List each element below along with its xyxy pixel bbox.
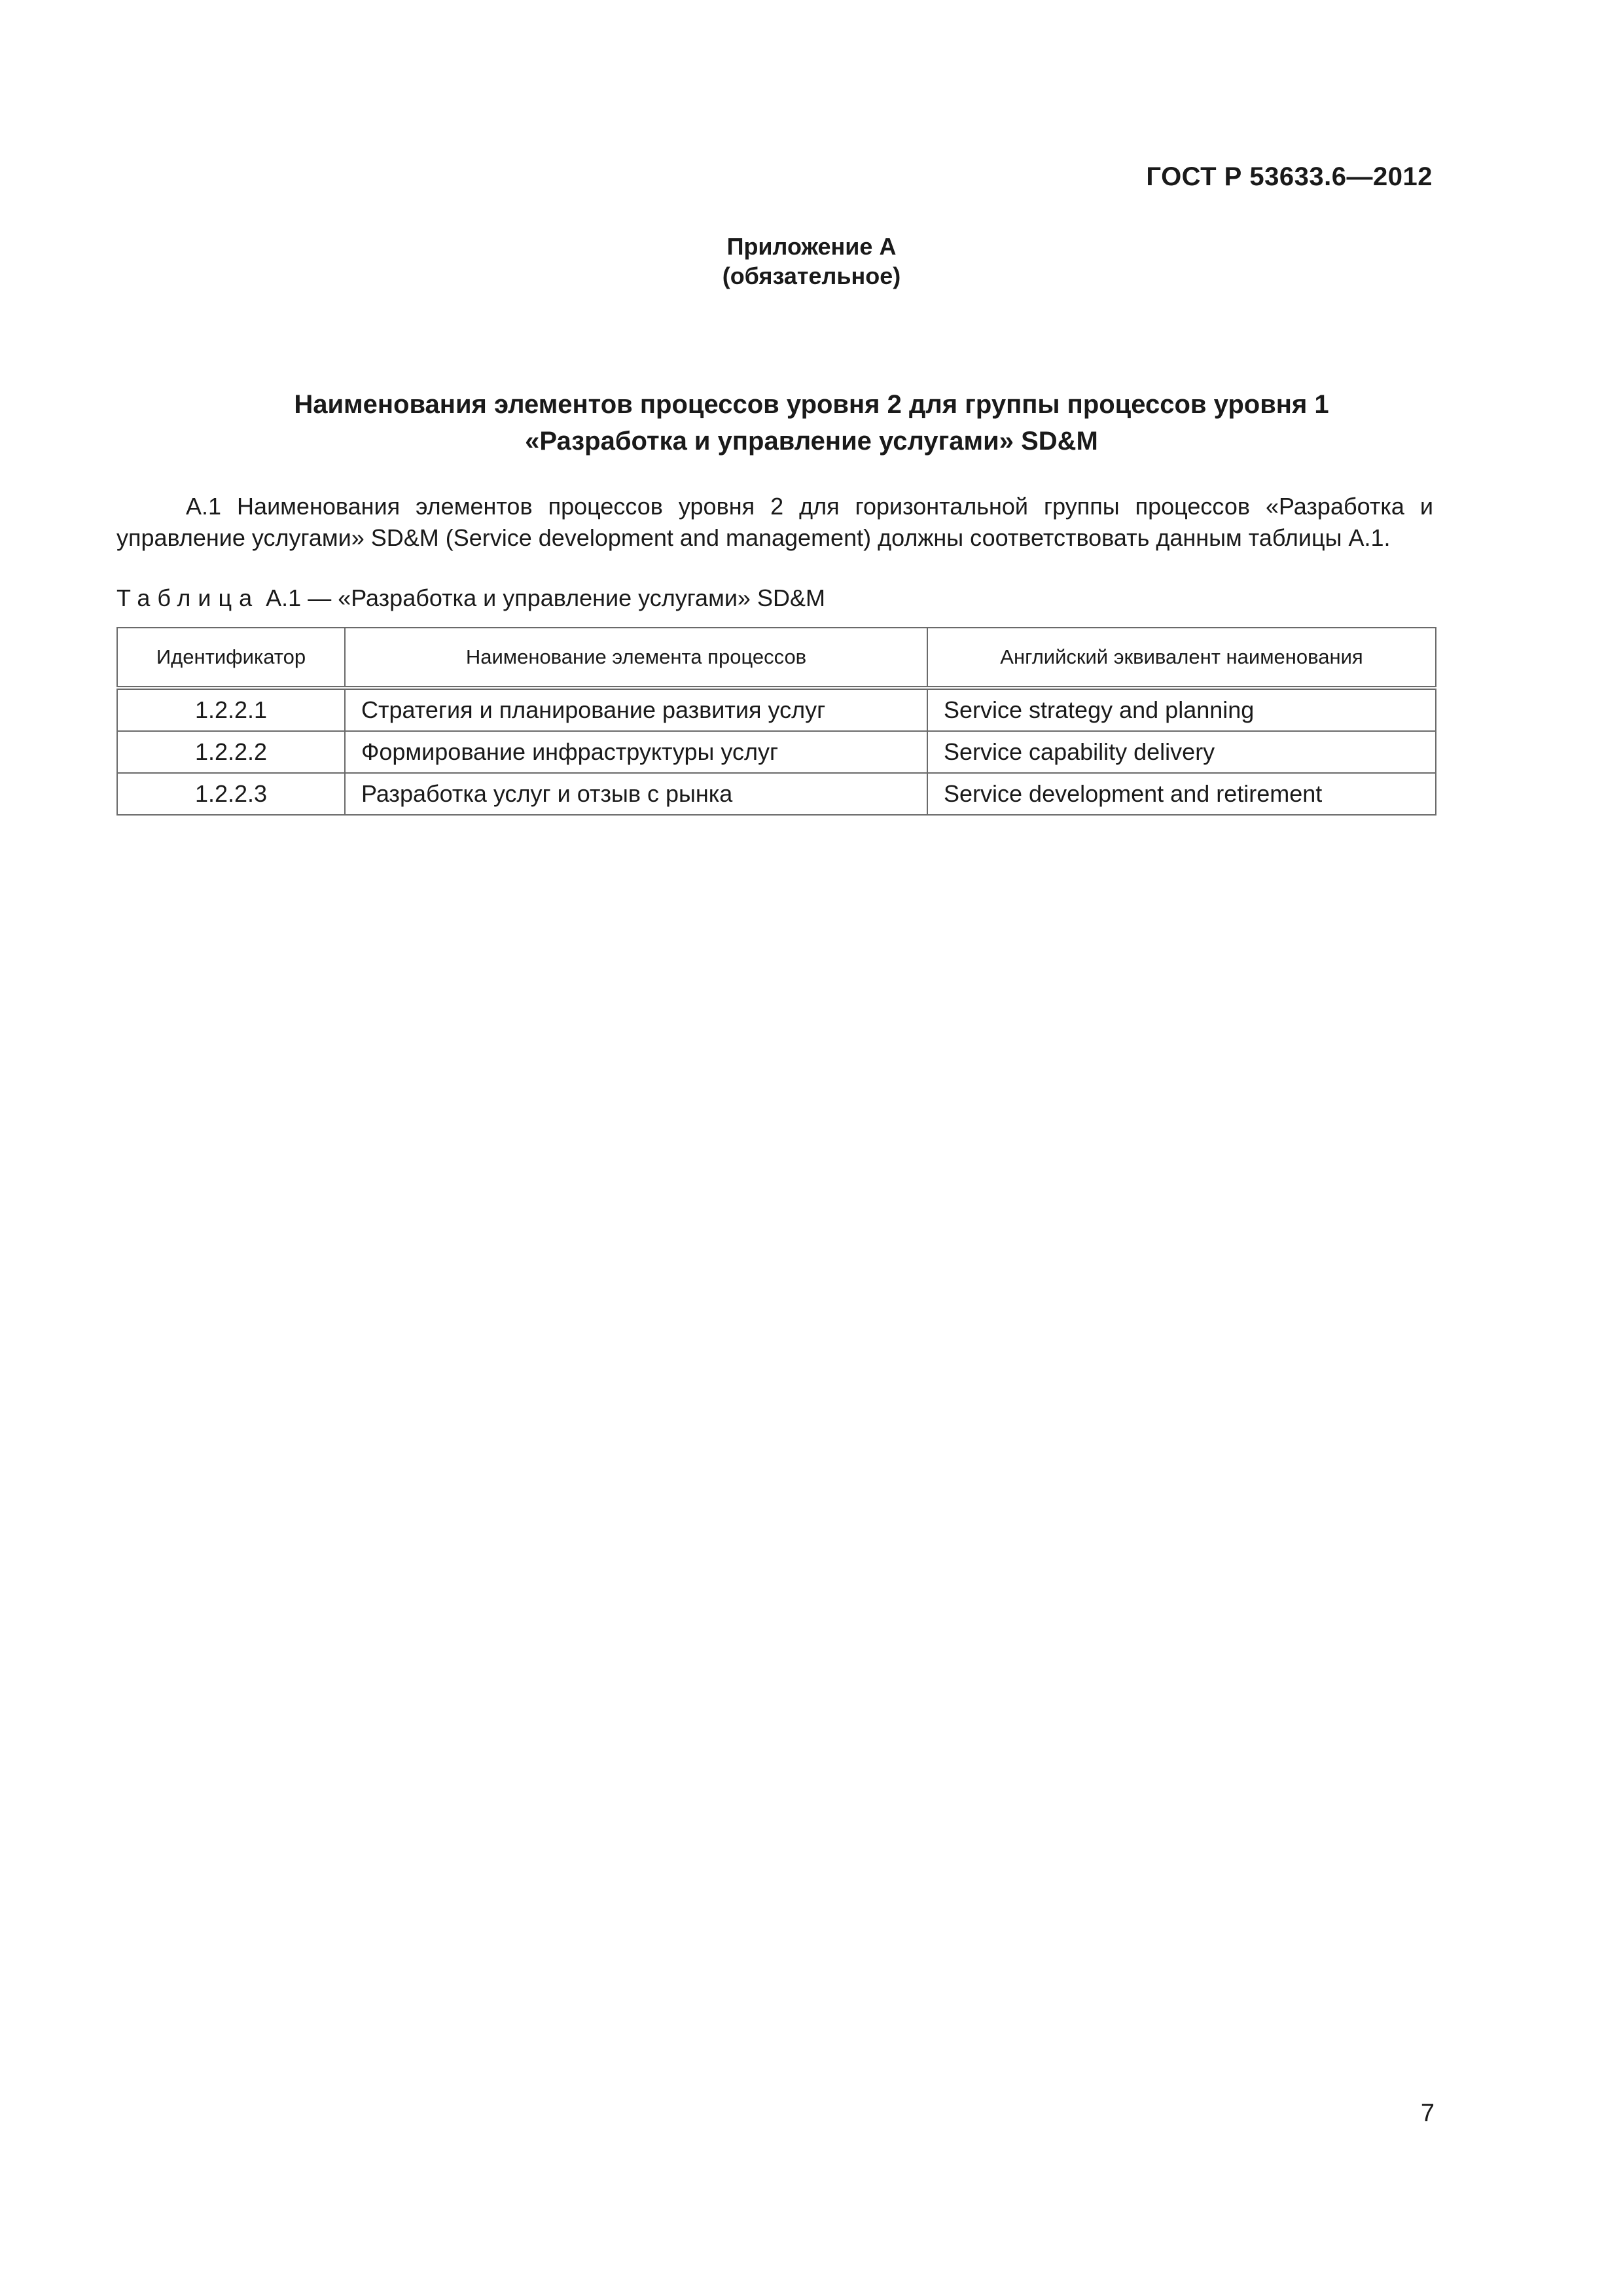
table-caption — [116, 584, 825, 612]
table-header-row — [117, 628, 1436, 688]
process-elements-table — [116, 627, 1436, 816]
header-element-name: Наименование элемента процессов — [345, 628, 927, 688]
cell-identifier: 1.2.2.1 — [117, 688, 345, 731]
cell-element-name: Стратегия и планирование развития услуг — [345, 688, 927, 731]
body-paragraph — [116, 491, 1433, 554]
table-caption-title: А.1 — «Разработка и управление услугами» SD&M — [266, 584, 825, 611]
cell-identifier: 1.2.2.3 — [117, 773, 345, 815]
annex-heading — [0, 386, 1623, 459]
annex-heading-line-1: Наименования элементов процессов уровня 2 для группы процессов уровня 1 — [294, 390, 1329, 419]
annex-heading-line-2: «Разработка и управление услугами» SD&M — [525, 427, 1098, 456]
body-paragraph-text: А.1 Наименования элементов процессов уровня 2 для горизонтальной группы процессов «Разработка и управление услугами» SD&M (Service development and management) должны соответствовать данным таблицы А.1. — [116, 493, 1433, 551]
cell-english-equivalent: Service capability delivery — [927, 731, 1436, 773]
table-row — [117, 773, 1436, 815]
page-number: 7 — [1420, 2100, 1435, 2127]
cell-english-equivalent: Service development and retirement — [927, 773, 1436, 815]
table-row — [117, 688, 1436, 731]
annex-title: Приложение А — [726, 233, 897, 260]
cell-english-equivalent: Service strategy and planning — [927, 688, 1436, 731]
table-caption-prefix: Таблица — [116, 584, 260, 611]
standard-number: ГОСТ Р 53633.6—2012 — [1146, 162, 1433, 191]
table-row — [117, 731, 1436, 773]
cell-identifier: 1.2.2.2 — [117, 731, 345, 773]
cell-element-name: Разработка услуг и отзыв с рынка — [345, 773, 927, 815]
header-identifier: Идентификатор — [117, 628, 345, 688]
annex-status: (обязательное) — [722, 262, 901, 289]
header-english-equivalent: Английский эквивалент наименования — [927, 628, 1436, 688]
cell-element-name: Формирование инфраструктуры услуг — [345, 731, 927, 773]
